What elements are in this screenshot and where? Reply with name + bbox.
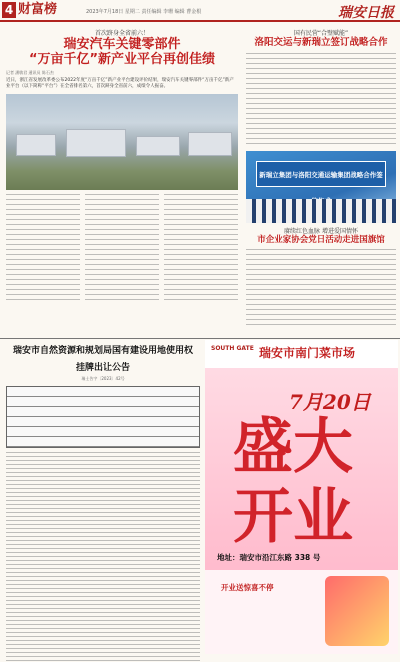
right-kicker: 国有民营“合璧赋能” [293,30,349,37]
ad-big-2: 开业 [233,482,353,552]
land-notice [4,340,202,654]
ceremony-banner: 新瑞立集团与洛阳交通运输集团战略合作签 [256,161,386,187]
page-number: 4 [2,2,16,18]
notice-headline-1: 瑞安市自然资源和规划局国有建设用地使用权 [12,346,193,356]
left-lead: 近日，浙江省发展改革委公布2022年度“万亩千亿”新产业平台建设评价结果，瑞安汽车关键零部件“万亩千亿”新产业平台（以下简称“平台”）在全省排名第六，首次跻身全省前六，成绩令人振奋。 [6,78,234,89]
newspaper-logo: 瑞安日报 [338,5,394,21]
ad-address: 地址：瑞安市沿江东路 338 号 [217,553,321,562]
right-articles [244,24,398,336]
gift-box-illustration [325,576,389,646]
left-kicker: 首次跻身全省前六！ [94,30,149,37]
right-body-text-2 [246,249,396,327]
left-headline-1: 瑞安汽车关键零部件 [63,37,181,52]
market-opening-ad [205,340,398,654]
ad-store-name: 瑞安市南门菜市场 [259,346,356,360]
page-header [0,0,400,22]
left-byline: 记者 潘敏君 通讯员 陈石杰 [6,70,54,75]
notice-subtitle: 瑞土告字〔2023〕42号 [81,376,125,381]
ad-big-1: 盛大 [233,412,353,482]
right-headline-2: 市企业家协会党日活动走进国旗馆 [257,235,385,245]
section-title: 财富榜 [18,2,58,17]
notice-headline-2: 挂牌出让公告 [75,363,130,373]
industrial-park-photo [6,94,238,190]
left-headline-2: “万亩千亿”新产业平台再创佳绩 [28,52,216,67]
right-headline: 洛阳交运与新瑞立签订战略合作 [254,37,388,48]
signing-ceremony-photo [246,151,396,223]
left-article [4,24,240,336]
ad-date: 7月20日 [289,390,371,414]
right-body-text [246,53,396,147]
issue-meta: 2023年7月18日 星期二 责任编辑 李珊 编辑 曹金根 [86,9,202,15]
ad-logo: SOUTH GATE [211,345,254,352]
notice-body-text [6,452,200,662]
left-body-columns [4,194,240,300]
ad-header [205,340,398,368]
notice-table [6,386,200,448]
section-divider [0,338,400,339]
ad-big-text [233,412,353,552]
right-kicker-2: 赓续红色血脉 增进爱国情怀 [284,228,358,235]
ad-slogan: 开业送惊喜不停 [221,583,274,592]
